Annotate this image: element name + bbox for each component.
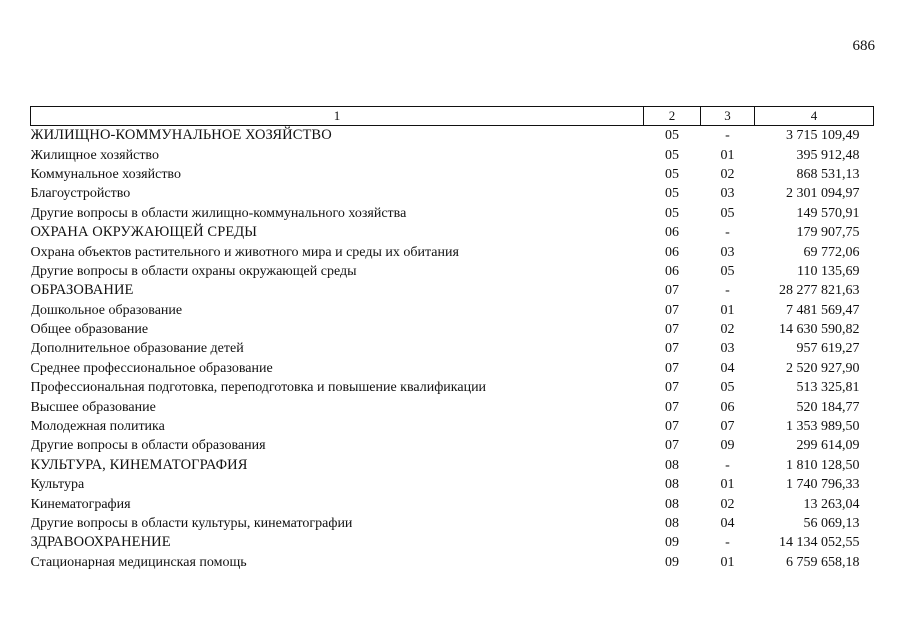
table-row xyxy=(31,359,874,378)
table-row xyxy=(31,184,874,203)
row-subsection-code: 02 xyxy=(720,322,735,338)
row-subsection-code: 01 xyxy=(720,147,735,163)
row-subsection-code: 05 xyxy=(720,205,735,221)
row-section-code: 08 xyxy=(665,516,679,531)
row-name: Охрана объектов растительного и животного мира и среды их обитания xyxy=(30,244,459,260)
row-subsection-code: 03 xyxy=(720,186,735,202)
section-row xyxy=(31,456,874,475)
table-row xyxy=(31,436,874,455)
row-amount: 69 772,06 xyxy=(803,244,860,260)
row-amount: 1 810 128,50 xyxy=(786,457,860,473)
row-subsection-code: 01 xyxy=(720,554,735,570)
row-amount: 395 912,48 xyxy=(796,147,860,163)
row-section-code: 08 xyxy=(665,496,679,512)
row-name: Другие вопросы в области культуры, кинематографии xyxy=(30,516,353,531)
row-subsection-code: 07 xyxy=(720,419,735,435)
header-col-4: 4 xyxy=(755,107,874,126)
row-name: ОХРАНА ОКРУЖАЮЩЕЙ СРЕДЫ xyxy=(30,224,258,241)
row-name: Другие вопросы в области охраны окружающей среды xyxy=(30,263,357,279)
row-name: Общее образование xyxy=(30,322,149,338)
row-subsection-code: 01 xyxy=(720,302,735,318)
row-section-code: 07 xyxy=(665,302,679,318)
row-amount: 299 614,09 xyxy=(796,438,860,454)
section-row xyxy=(31,126,874,146)
table-row xyxy=(31,242,874,261)
table-row xyxy=(31,320,874,339)
row-subsection-code: - xyxy=(725,283,730,299)
row-section-code: 07 xyxy=(665,399,679,415)
row-name: Высшее образование xyxy=(30,399,156,415)
row-name: Другие вопросы в области образования xyxy=(30,438,266,454)
row-subsection-code: 09 xyxy=(720,438,735,454)
row-section-code: 07 xyxy=(665,360,679,376)
section-row xyxy=(31,281,874,300)
row-section-code: 07 xyxy=(665,380,679,396)
row-subsection-code: - xyxy=(725,128,730,144)
row-amount: 6 759 658,18 xyxy=(786,554,860,570)
row-amount: 868 531,13 xyxy=(796,166,860,182)
section-row xyxy=(31,223,874,242)
row-subsection-code: 05 xyxy=(720,380,735,396)
row-amount: 2 301 094,97 xyxy=(786,186,860,202)
row-name: Дополнительное образование детей xyxy=(30,341,244,357)
row-section-code: 05 xyxy=(665,186,679,202)
header-col-2: 2 xyxy=(644,107,701,126)
row-section-code: 08 xyxy=(665,477,679,493)
row-name: ЖИЛИЩНО-КОММУНАЛЬНОЕ ХОЗЯЙСТВО xyxy=(30,127,332,144)
row-subsection-code: - xyxy=(725,225,730,241)
row-amount: 2 520 927,90 xyxy=(786,360,860,376)
row-subsection-code: 01 xyxy=(720,477,735,493)
row-name: Дошкольное образование xyxy=(30,302,183,318)
table-row xyxy=(31,301,874,320)
row-subsection-code: - xyxy=(725,535,730,551)
row-amount: 110 135,69 xyxy=(797,263,860,279)
table-row xyxy=(31,553,874,572)
row-amount: 520 184,77 xyxy=(796,399,860,415)
budget-table xyxy=(30,106,874,572)
row-amount: 1 740 796,33 xyxy=(786,477,860,493)
row-amount: 56 069,13 xyxy=(803,516,860,531)
row-amount: 7 481 569,47 xyxy=(786,302,860,318)
row-subsection-code: 04 xyxy=(720,516,735,531)
row-subsection-code: 03 xyxy=(720,341,735,357)
row-amount: 957 619,27 xyxy=(796,341,860,357)
table-row xyxy=(31,339,874,358)
row-section-code: 06 xyxy=(665,225,679,241)
row-name: Благоустройство xyxy=(30,186,131,202)
row-name: Среднее профессиональное образование xyxy=(30,360,273,376)
row-name: Кинематография xyxy=(30,496,131,512)
row-name: Культура xyxy=(30,477,85,493)
row-subsection-code: - xyxy=(725,457,730,473)
table-header-row xyxy=(31,107,874,126)
row-name: ОБРАЗОВАНИЕ xyxy=(30,282,134,299)
row-amount: 149 570,91 xyxy=(796,205,860,221)
row-amount: 3 715 109,49 xyxy=(786,128,860,144)
row-section-code: 07 xyxy=(665,283,679,299)
row-name: Молодежная политика xyxy=(30,419,165,435)
row-subsection-code: 03 xyxy=(720,244,735,260)
page-number: 686 xyxy=(852,38,875,54)
table-row xyxy=(31,378,874,397)
row-section-code: 05 xyxy=(665,205,679,221)
row-subsection-code: 05 xyxy=(720,263,735,279)
row-name: КУЛЬТУРА, КИНЕМАТОГРАФИЯ xyxy=(30,456,248,473)
row-name: Другие вопросы в области жилищно-коммунального хозяйства xyxy=(30,205,407,221)
table-body xyxy=(31,126,874,572)
row-section-code: 06 xyxy=(665,263,679,279)
row-name: Жилищное хозяйство xyxy=(30,147,159,163)
header-col-3: 3 xyxy=(701,107,755,126)
row-subsection-code: 04 xyxy=(720,360,735,376)
row-amount: 28 277 821,63 xyxy=(779,283,860,299)
row-section-code: 08 xyxy=(665,457,679,473)
row-section-code: 07 xyxy=(665,341,679,357)
row-subsection-code: 02 xyxy=(720,166,735,182)
row-section-code: 07 xyxy=(665,438,679,454)
table-row xyxy=(31,165,874,184)
row-name: Профессиональная подготовка, переподготовка и повышение квалификации xyxy=(30,380,487,396)
row-section-code: 05 xyxy=(665,147,679,163)
row-name: Стационарная медицинская помощь xyxy=(30,554,247,570)
row-amount: 14 630 590,82 xyxy=(779,322,860,338)
row-amount: 14 134 052,55 xyxy=(779,535,860,551)
row-name: Коммунальное хозяйство xyxy=(30,166,181,182)
row-section-code: 05 xyxy=(665,166,679,182)
row-section-code: 09 xyxy=(665,535,679,551)
section-row xyxy=(31,533,874,552)
table-row xyxy=(31,514,874,533)
table-row xyxy=(31,417,874,436)
row-section-code: 07 xyxy=(665,322,679,338)
row-amount: 513 325,81 xyxy=(796,380,860,396)
table-row xyxy=(31,397,874,416)
row-name: ЗДРАВООХРАНЕНИЕ xyxy=(30,534,171,551)
table-row xyxy=(31,145,874,164)
row-subsection-code: 02 xyxy=(720,496,735,512)
table-row xyxy=(31,475,874,494)
table-row xyxy=(31,494,874,513)
row-section-code: 09 xyxy=(665,554,679,570)
row-section-code: 05 xyxy=(665,128,679,144)
table-row xyxy=(31,204,874,223)
row-section-code: 07 xyxy=(665,419,679,435)
row-amount: 1 353 989,50 xyxy=(786,419,860,435)
header-col-1: 1 xyxy=(31,107,644,126)
row-section-code: 06 xyxy=(665,244,679,260)
table-row xyxy=(31,262,874,281)
row-amount: 13 263,04 xyxy=(803,496,860,512)
row-subsection-code: 06 xyxy=(720,399,735,415)
row-amount: 179 907,75 xyxy=(796,225,860,241)
